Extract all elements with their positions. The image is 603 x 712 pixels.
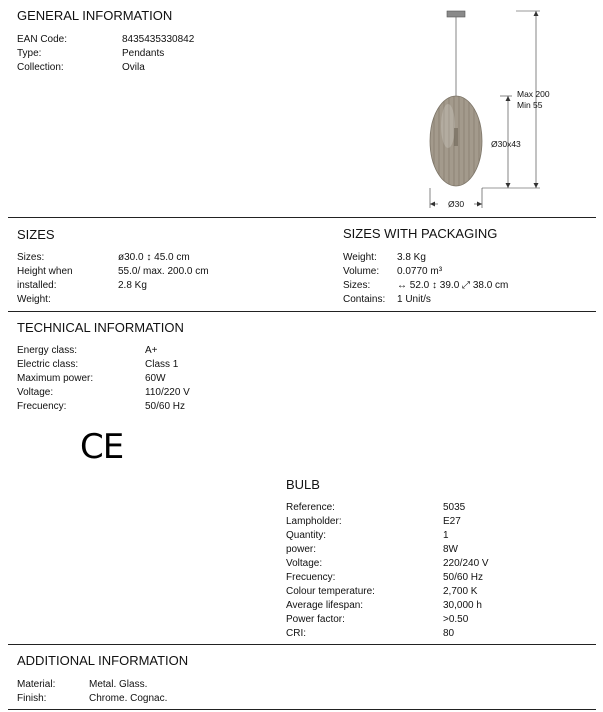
packaging-label: Volume:: [343, 266, 380, 277]
bulb-value: 1: [443, 530, 449, 541]
technical-title: TECHNICAL INFORMATION: [17, 320, 184, 335]
technical-value: 50/60 Hz: [145, 401, 186, 412]
bulb-title: BULB: [286, 477, 320, 492]
sizes-value: ø30.0 ↕ 45.0 cm: [118, 252, 190, 263]
bulb-label: Quantity:: [286, 530, 327, 541]
ce-mark: CE: [80, 427, 124, 467]
technical-value: 110/220 V: [145, 387, 190, 398]
divider: [8, 644, 596, 645]
min-height-label: Min 55: [517, 100, 543, 110]
sizes-label: Sizes:: [17, 252, 45, 263]
bulb-value: 30,000 h: [443, 600, 482, 611]
divider: [8, 217, 596, 218]
bulb-label: Frecuency:: [286, 572, 336, 583]
bulb-value: 80: [443, 628, 455, 639]
sizes-value: 2.8 Kg: [118, 280, 147, 291]
pendant-drawing: [420, 6, 570, 212]
ceiling-canopy: [447, 11, 465, 17]
bulb-value: 220/240 V: [443, 558, 489, 569]
bulb-label: CRI:: [286, 628, 306, 639]
general-label: EAN Code:: [17, 34, 68, 45]
additional-label: Material:: [17, 679, 56, 690]
sizes-label: installed:: [17, 280, 57, 291]
packaging-value: ↔ 52.0 ↕ 39.0 ⤢ 38.0 cm: [397, 280, 509, 291]
technical-label: Electric class:: [17, 359, 79, 370]
sizes-label: Height when: [17, 266, 73, 277]
shade-size-label: Ø30x43: [491, 139, 521, 149]
technical-label: Frecuency:: [17, 401, 67, 412]
general-value: 8435435330842: [122, 34, 195, 45]
sizes-title: SIZES: [17, 227, 55, 242]
general-title: GENERAL INFORMATION: [17, 8, 173, 23]
general-value: Ovila: [122, 62, 145, 73]
additional-value: Chrome. Cognac.: [89, 693, 168, 704]
sizes-value: 55.0/ max. 200.0 cm: [118, 266, 209, 277]
bulb-value: >0.50: [443, 614, 469, 625]
packaging-label: Weight:: [343, 252, 377, 263]
technical-label: Maximum power:: [17, 373, 94, 384]
bulb-label: power:: [286, 544, 317, 555]
bulb-value: 2,700 K: [443, 586, 478, 597]
packaging-value: 1 Unit/s: [397, 294, 431, 305]
additional-label: Finish:: [17, 693, 47, 704]
technical-label: Voltage:: [17, 387, 54, 398]
bulb-label: Colour temperature:: [286, 586, 375, 597]
additional-value: Metal. Glass.: [89, 679, 148, 690]
glass-shade: [430, 94, 482, 188]
bulb-value: 8W: [443, 544, 458, 555]
bulb-label: Average lifespan:: [286, 600, 364, 611]
packaging-value: 0.0770 m³: [397, 266, 443, 277]
packaging-label: Contains:: [343, 294, 386, 305]
max-height-label: Max 200: [517, 89, 550, 99]
packaging-value: 3.8 Kg: [397, 252, 426, 263]
general-label: Collection:: [17, 62, 64, 73]
bulb-value: 50/60 Hz: [443, 572, 484, 583]
general-label: Type:: [17, 48, 42, 59]
bulb-value: E27: [443, 516, 461, 527]
bulb-label: Reference:: [286, 502, 335, 513]
packaging-title: SIZES WITH PACKAGING: [343, 226, 498, 241]
divider: [8, 709, 596, 710]
sizes-label: Weight:: [17, 294, 51, 305]
bulb-label: Voltage:: [286, 558, 323, 569]
divider: [8, 311, 596, 312]
technical-value: Class 1: [145, 359, 179, 370]
bulb-label: Power factor:: [286, 614, 345, 625]
technical-value: 60W: [145, 373, 166, 384]
technical-value: A+: [145, 345, 158, 356]
packaging-label: Sizes:: [343, 280, 371, 291]
additional-title: ADDITIONAL INFORMATION: [17, 653, 189, 668]
bulb-value: 5035: [443, 502, 466, 513]
general-value: Pendants: [122, 48, 165, 59]
width-label: Ø30: [448, 199, 465, 209]
technical-label: Energy class:: [17, 345, 78, 356]
bulb-label: Lampholder:: [286, 516, 342, 527]
